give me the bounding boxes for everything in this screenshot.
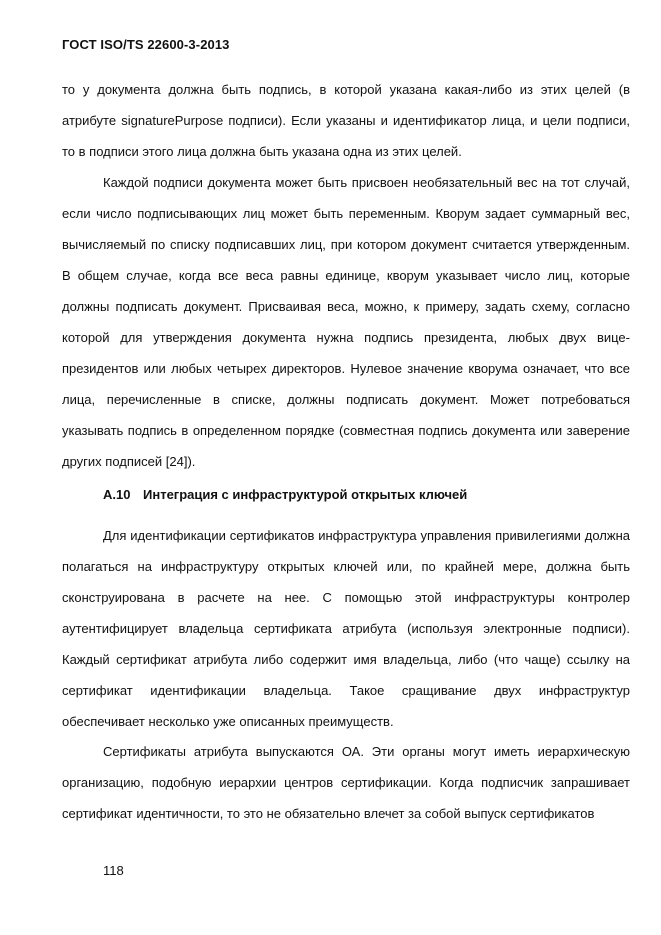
paragraph-pki-integration: Для идентификации сертификатов инфраструктура управления привилегиями должна полагаться на инфраструктуру открытых ключей или, по крайней мере, должна быть сконструирована в расчете на нее. С помощью этой инфраструктуры контролер аутентифицирует владельца сертификата атрибута (используя электронные подписи). Каждый сертификат атрибута либо содержит имя владельца, либо (что чаще) ссылку на сертификат идентификации владельца. Такое сращивание двух инфраструктур обеспечивает несколько уже описанных преимуществ.	[62, 528, 630, 729]
paragraph-continuation: то у документа должна быть подпись, в которой указана какая-либо из этих целей (в атрибуте signaturePurpose подписи). Если указаны и идентификатор лица, и цели подписи, то в подписи этого лица должна быть указана одна из этих целей.	[62, 82, 630, 159]
paragraph-quorum: Каждой подписи документа может быть присвоен необязательный вес на тот случай, если число подписывающих лиц может быть переменным. Кворум задает суммарный вес, вычисляемый по списку подписавших лиц, при котором документ считается утвержденным. В общем случае, когда все веса равны единице, кворум указывает число лиц, которые должны подписать документ. Присваивая веса, можно, к примеру, задать схему, согласно которой для утверждения документа нужна подпись президента, любых двух вице-президентов или любых четырех директоров. Нулевое значение кворума означает, что все лица, перечисленные в списке, должны подписать документ. Может потребоваться указывать подпись в определенном порядке (совместная подпись документа или заверение других подписей [24]).	[62, 175, 630, 469]
paragraph-attribute-certificates: Сертификаты атрибута выпускаются ОА. Эти органы могут иметь иерархическую организацию, подобную иерархии центров сертификации. Когда подписчик запрашивает сертификат идентичности, то это не обязательно влечет за собой выпуск сертификатов	[62, 744, 630, 821]
document-header: ГОСТ ISO/TS 22600-3-2013	[62, 37, 230, 52]
section-heading	[103, 487, 467, 502]
page-number: 118	[103, 863, 124, 878]
section-title: Интеграция с инфраструктурой открытых ключей	[143, 487, 468, 502]
section-number: А.10	[103, 487, 131, 502]
